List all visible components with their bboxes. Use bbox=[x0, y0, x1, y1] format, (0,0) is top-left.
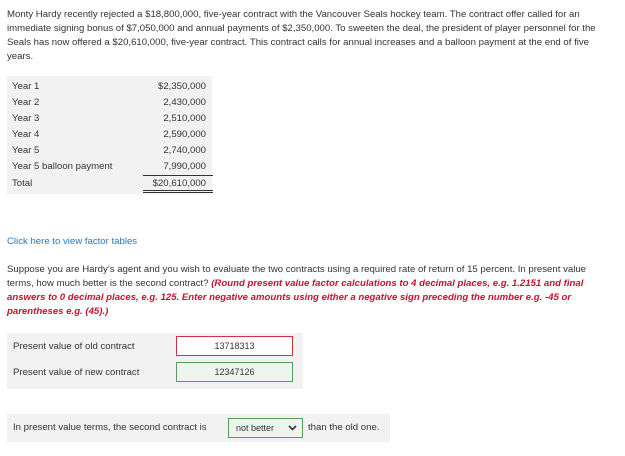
row-value: 2,740,000 bbox=[163, 145, 206, 156]
row-value: 2,590,000 bbox=[163, 129, 206, 140]
old-contract-pv-input[interactable] bbox=[176, 336, 293, 356]
old-contract-label: Present value of old contract bbox=[13, 341, 135, 352]
comparison-text-after: than the old one. bbox=[308, 422, 380, 433]
row-label: Year 5 bbox=[12, 145, 40, 156]
question-text bbox=[7, 263, 615, 319]
row-value: 7,990,000 bbox=[163, 161, 206, 172]
row-label: Year 3 bbox=[12, 113, 40, 124]
row-value: $2,350,000 bbox=[157, 81, 206, 92]
table-row bbox=[7, 159, 212, 175]
new-contract-label: Present value of new contract bbox=[13, 367, 140, 378]
row-label: Year 1 bbox=[12, 81, 40, 92]
factor-tables-link[interactable]: Click here to view factor tables bbox=[7, 236, 138, 247]
total-label: Total bbox=[12, 178, 33, 189]
total-value: $20,610,000 bbox=[152, 178, 206, 189]
payment-schedule-table bbox=[7, 76, 212, 194]
present-value-panel bbox=[7, 333, 303, 389]
table-row bbox=[7, 111, 212, 127]
comparison-selected-value: not better bbox=[236, 423, 275, 433]
row-value: 2,430,000 bbox=[163, 97, 206, 108]
row-label: Year 4 bbox=[12, 129, 40, 140]
question-prompt: Suppose you are Hardy’s agent and you wish to evaluate the two contracts using a required rate of return of 15 percent. In present value terms, how much better is the second contract? bbox=[7, 264, 586, 289]
row-label: Year 2 bbox=[12, 97, 40, 108]
table-row bbox=[7, 143, 212, 159]
row-label: Year 5 balloon payment bbox=[12, 161, 113, 172]
table-row bbox=[7, 95, 212, 111]
chevron-down-icon bbox=[288, 419, 297, 437]
table-row bbox=[7, 79, 212, 95]
problem-intro: Monty Hardy recently rejected a $18,800,000, five-year contract with the Vancouver Seals hockey team. The contract offer called for an immediate signing bonus of $7,050,000 and annual payments of $2,350,000. To sweeten the deal, the president of player personnel for the Seals has now offered a $20,610,000, five-year contract. This contract calls for annual increases and a balloon payment at the end of five years. bbox=[7, 9, 596, 62]
comparison-text-before: In present value terms, the second contract is bbox=[13, 422, 207, 433]
row-value: 2,510,000 bbox=[163, 113, 206, 124]
comparison-panel bbox=[7, 414, 390, 442]
new-contract-pv-input[interactable] bbox=[176, 362, 293, 382]
rounding-instructions: (Round present value factor calculations to 4 decimal places, e.g. 1.2151 and final answers to 0 decimal places, e.g. 125. Enter negative amounts using either a negative sign preceding the number e.g. -45 or parentheses e.g. (45).) bbox=[7, 278, 584, 317]
total-double-rule bbox=[143, 190, 213, 193]
comparison-dropdown[interactable] bbox=[228, 418, 303, 438]
table-row bbox=[7, 127, 212, 143]
